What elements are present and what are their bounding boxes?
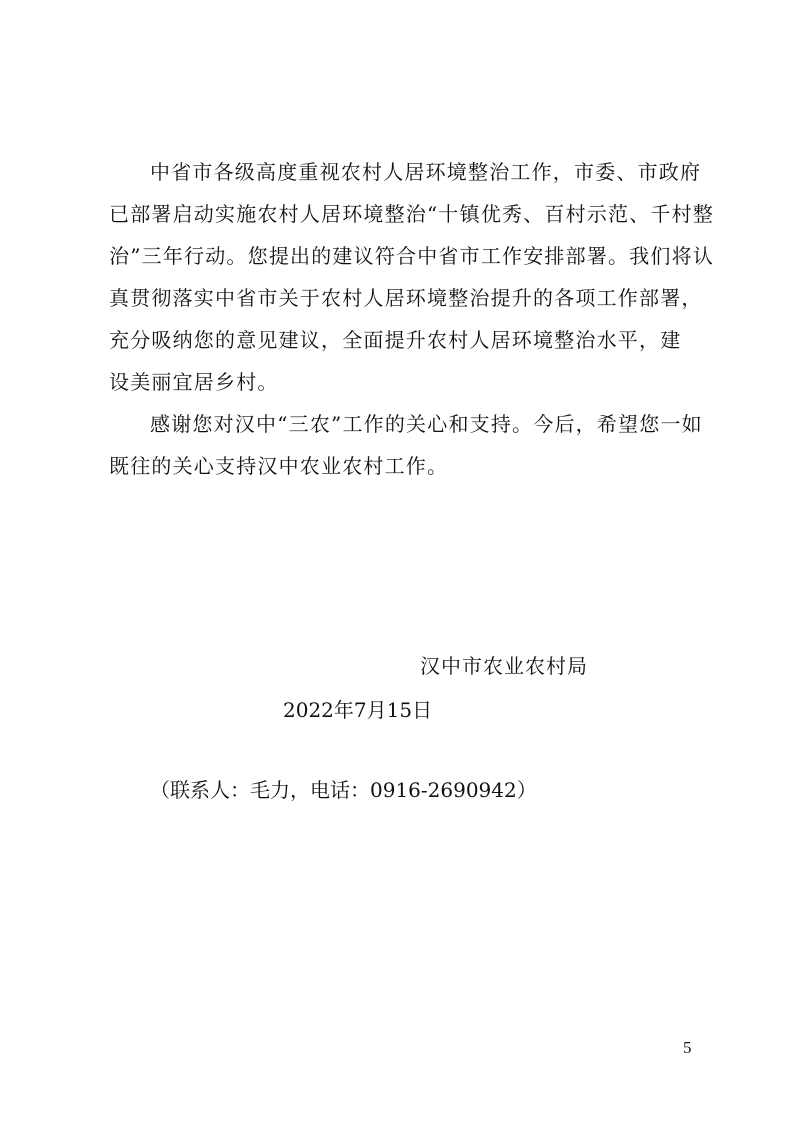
paragraph-2-line-2: 既往的关心支持汉中农业农村工作。 (109, 454, 449, 478)
contact-info: （联系人：毛力，电话：0916-2690942） (150, 778, 537, 802)
paragraph-1-line-2: 已部署启动实施农村人居环境整治“十镇优秀、百村示范、千村整 (109, 202, 715, 226)
paragraph-1-line-5: 充分吸纳您的意见建议，全面提升农村人居环境整治水平，建 (109, 328, 682, 352)
paragraph-1-line-4: 真贯彻落实中省市关于农村人居环境整治提升的各项工作部署， (109, 286, 703, 310)
document-date: 2022年7月15日 (283, 698, 433, 722)
paragraph-1-line-3: 治”三年行动。您提出的建议符合中省市工作安排部署。我们将认 (109, 244, 715, 268)
page-number: 5 (683, 1038, 692, 1057)
paragraph-2-line-1: 感谢您对汉中“三农”工作的关心和支持。今后，希望您一如 (150, 412, 703, 436)
issuer-signature: 汉中市农业农村局 (420, 654, 588, 678)
paragraph-1-line-6: 设美丽宜居乡村。 (109, 370, 279, 394)
paragraph-1-line-1: 中省市各级高度重视农村人居环境整治工作，市委、市政府 (150, 160, 702, 184)
